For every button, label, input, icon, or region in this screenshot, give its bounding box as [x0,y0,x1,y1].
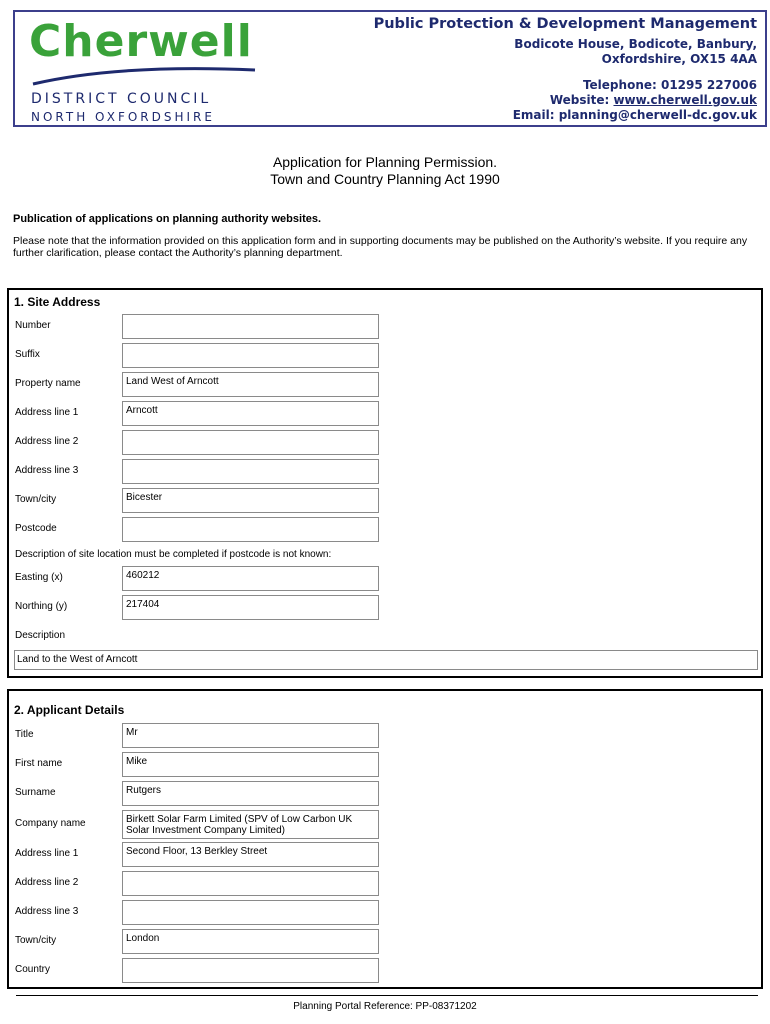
field-label: Surname [15,787,56,798]
field-label: Company name [15,818,86,829]
website-label: Website: [549,93,614,107]
website-line [374,93,757,108]
footer-divider [16,995,758,996]
site-town-row [15,488,755,514]
address-line-2: Oxfordshire, OX15 4AA [601,52,757,66]
field-label: Number [15,320,51,331]
field-label: Address line 2 [15,436,79,447]
northing-field[interactable]: 217404 [122,595,379,620]
applicant-details-title: 2. Applicant Details [14,703,125,717]
form-title-line-2: Town and Country Planning Act 1990 [270,171,500,187]
northing-row [15,595,755,621]
postcode-field[interactable] [122,517,379,542]
applicant-address-line-2-row [15,871,755,897]
address-line-1-field[interactable]: Arncott [122,401,379,426]
easting-field[interactable]: 460212 [122,566,379,591]
address-line-2-field[interactable] [122,430,379,455]
telephone: Telephone: 01295 227006 [582,78,757,92]
applicant-address-line-3-field[interactable] [122,900,379,925]
cherwell-logo [29,16,259,126]
site-number-row [15,314,755,340]
field-label: Address line 2 [15,877,79,888]
planning-portal-reference: Planning Portal Reference: PP-08371202 [293,1001,477,1012]
applicant-address-line-1-row [15,842,755,868]
company-name-field[interactable]: Birkett Solar Farm Limited (SPV of Low Carbon UK Solar Investment Company Limited) [122,810,379,839]
field-label: Address line 3 [15,906,79,917]
applicant-details-section [7,689,763,989]
form-title [0,154,770,188]
address-line-1: Bodicote House, Bodicote, Banbury, [514,37,757,51]
site-address-line-1-row [15,401,755,427]
logo-north-oxfordshire: NORTH OXFORDSHIRE [31,110,215,124]
applicant-title-row [15,723,755,749]
field-label: First name [15,758,63,769]
publication-text: Please note that the information provided on this application form and in supporting documents may be published on the Authority’s website. If you require any further clarification, please contact the Authority’s planning department. [13,235,748,259]
letterhead [13,10,767,127]
site-address-line-2-row [15,430,755,456]
site-address-line-3-row [15,459,755,485]
field-label: Postcode [15,523,57,534]
field-label: Address line 1 [15,848,79,859]
applicant-address-line-2-field[interactable] [122,871,379,896]
field-label: Northing (y) [15,601,68,612]
applicant-town-row [15,929,755,955]
location-note: Description of site location must be completed if postcode is not known: [15,549,332,560]
number-field[interactable] [122,314,379,339]
field-label: Title [15,729,34,740]
applicant-company-row [15,810,755,840]
publication-heading: Publication of applications on planning authority websites. [13,213,322,225]
site-suffix-row [15,343,755,369]
field-label: Property name [15,378,81,389]
field-label: Town/city [15,935,57,946]
country-field[interactable] [122,958,379,983]
field-label: Town/city [15,494,57,505]
email-line[interactable]: Email: planning@cherwell-dc.gov.uk [512,108,757,122]
field-label: Country [15,964,51,975]
surname-field[interactable]: Rutgers [122,781,379,806]
field-label: Address line 1 [15,407,79,418]
applicant-town-city-field[interactable]: London [122,929,379,954]
suffix-field[interactable] [122,343,379,368]
form-title-line-1: Application for Planning Permission. [272,154,498,170]
address-line-3-field[interactable] [122,459,379,484]
site-property-name-row [15,372,755,398]
site-address-section [7,288,763,678]
applicant-first-name-row [15,752,755,778]
property-name-field[interactable]: Land West of Arncott [122,372,379,397]
logo-wordmark: Cherwell [29,16,253,67]
site-postcode-row [15,517,755,543]
field-label: Easting (x) [15,572,63,583]
logo-district-council: DISTRICT COUNCIL [31,91,212,107]
applicant-country-row [15,958,755,984]
contact-block [374,14,757,123]
description-label: Description [15,630,66,641]
logo-swoosh-icon [29,56,259,86]
town-city-field[interactable]: Bicester [122,488,379,513]
field-label: Address line 3 [15,465,79,476]
applicant-surname-row [15,781,755,807]
site-address-title: 1. Site Address [14,295,101,309]
easting-row [15,566,755,592]
applicant-address-line-1-field[interactable]: Second Floor, 13 Berkley Street [122,842,379,867]
description-field[interactable]: Land to the West of Arncott [14,650,758,670]
field-label: Suffix [15,349,40,360]
first-name-field[interactable]: Mike [122,752,379,777]
department-name: Public Protection & Development Management [373,16,757,32]
applicant-address-line-3-row [15,900,755,926]
title-field[interactable]: Mr [122,723,379,748]
website-link[interactable]: www.cherwell.gov.uk [613,93,757,107]
